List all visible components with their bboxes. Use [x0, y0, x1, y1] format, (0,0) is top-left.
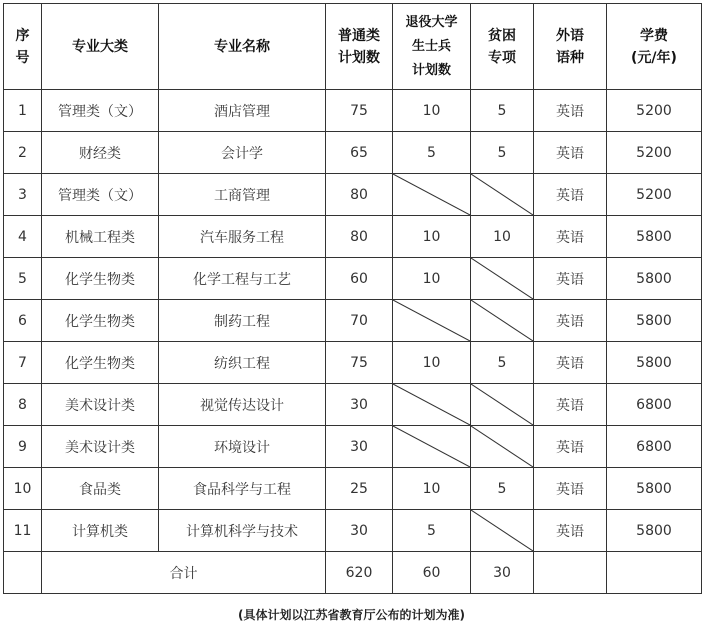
cell-major: 环境设计 [159, 426, 326, 468]
cell-regular: 60 [326, 258, 393, 300]
cell-major: 化学工程与工艺 [159, 258, 326, 300]
cell-language: 英语 [534, 132, 607, 174]
cell-poverty: 5 [471, 90, 534, 132]
cell-poverty-empty-slash [471, 258, 534, 300]
cell-fee: 5800 [607, 510, 702, 552]
cell-category: 化学生物类 [42, 300, 159, 342]
header-major: 专业名称 [159, 4, 326, 90]
cell-seq: 8 [4, 384, 42, 426]
cell-veteran: 10 [393, 468, 471, 510]
total-language-blank [534, 552, 607, 594]
cell-poverty-empty-slash [471, 174, 534, 216]
cell-seq: 3 [4, 174, 42, 216]
cell-seq: 2 [4, 132, 42, 174]
cell-major: 计算机科学与技术 [159, 510, 326, 552]
cell-veteran: 10 [393, 216, 471, 258]
header-language: 外语 语种 [534, 4, 607, 90]
cell-category: 美术设计类 [42, 426, 159, 468]
cell-category: 计算机类 [42, 510, 159, 552]
cell-major: 工商管理 [159, 174, 326, 216]
cell-language: 英语 [534, 510, 607, 552]
cell-language: 英语 [534, 174, 607, 216]
cell-regular: 75 [326, 342, 393, 384]
cell-poverty-empty-slash [471, 300, 534, 342]
cell-seq: 11 [4, 510, 42, 552]
cell-veteran: 10 [393, 90, 471, 132]
cell-major: 食品科学与工程 [159, 468, 326, 510]
cell-poverty: 10 [471, 216, 534, 258]
cell-poverty: 5 [471, 468, 534, 510]
cell-seq: 1 [4, 90, 42, 132]
cell-fee: 5200 [607, 132, 702, 174]
cell-regular: 75 [326, 90, 393, 132]
cell-poverty-empty-slash [471, 426, 534, 468]
header-row [4, 4, 702, 90]
cell-veteran-empty-slash [393, 300, 471, 342]
cell-language: 英语 [534, 342, 607, 384]
cell-major: 会计学 [159, 132, 326, 174]
diagonal-slash [393, 384, 470, 425]
cell-regular: 80 [326, 174, 393, 216]
cell-poverty-empty-slash [471, 384, 534, 426]
cell-fee: 6800 [607, 384, 702, 426]
cell-language: 英语 [534, 90, 607, 132]
cell-regular: 70 [326, 300, 393, 342]
cell-seq: 7 [4, 342, 42, 384]
enrollment-plan-table [3, 3, 702, 594]
cell-category: 管理类（文） [42, 90, 159, 132]
cell-category: 美术设计类 [42, 384, 159, 426]
cell-seq: 5 [4, 258, 42, 300]
cell-category: 食品类 [42, 468, 159, 510]
total-regular: 620 [326, 552, 393, 594]
table-row [4, 468, 702, 510]
cell-seq: 6 [4, 300, 42, 342]
cell-major: 纺织工程 [159, 342, 326, 384]
header-seq: 序 号 [4, 4, 42, 90]
cell-regular: 25 [326, 468, 393, 510]
footnote: (具体计划以江苏省教育厅公布的计划为准) [238, 608, 465, 622]
header-category: 专业大类 [42, 4, 159, 90]
header-veteran: 退役大学 生士兵 计划数 [393, 4, 471, 90]
cell-regular: 30 [326, 384, 393, 426]
cell-fee: 5200 [607, 174, 702, 216]
total-poverty: 30 [471, 552, 534, 594]
table-row [4, 384, 702, 426]
cell-category: 化学生物类 [42, 342, 159, 384]
total-veteran: 60 [393, 552, 471, 594]
cell-language: 英语 [534, 426, 607, 468]
cell-veteran: 5 [393, 132, 471, 174]
header-regular: 普通类 计划数 [326, 4, 393, 90]
table-row [4, 510, 702, 552]
cell-regular: 80 [326, 216, 393, 258]
table-row [4, 258, 702, 300]
cell-fee: 6800 [607, 426, 702, 468]
cell-language: 英语 [534, 216, 607, 258]
cell-veteran-empty-slash [393, 174, 471, 216]
table-row [4, 426, 702, 468]
diagonal-slash [471, 510, 533, 551]
table-row [4, 342, 702, 384]
table-row [4, 300, 702, 342]
cell-major: 视觉传达设计 [159, 384, 326, 426]
total-blank-cell [4, 552, 42, 594]
cell-seq: 4 [4, 216, 42, 258]
table-row [4, 174, 702, 216]
cell-fee: 5800 [607, 216, 702, 258]
table-row [4, 90, 702, 132]
cell-category: 财经类 [42, 132, 159, 174]
header-poverty: 贫困 专项 [471, 4, 534, 90]
cell-major: 制药工程 [159, 300, 326, 342]
cell-fee: 5800 [607, 300, 702, 342]
cell-regular: 65 [326, 132, 393, 174]
cell-veteran-empty-slash [393, 426, 471, 468]
cell-fee: 5800 [607, 468, 702, 510]
cell-category: 化学生物类 [42, 258, 159, 300]
cell-language: 英语 [534, 468, 607, 510]
cell-language: 英语 [534, 384, 607, 426]
cell-language: 英语 [534, 258, 607, 300]
header-fee: 学费 (元/年) [607, 4, 702, 90]
cell-veteran: 10 [393, 342, 471, 384]
cell-fee: 5800 [607, 258, 702, 300]
cell-seq: 9 [4, 426, 42, 468]
cell-regular: 30 [326, 510, 393, 552]
cell-fee: 5200 [607, 90, 702, 132]
cell-veteran: 5 [393, 510, 471, 552]
cell-major: 汽车服务工程 [159, 216, 326, 258]
cell-regular: 30 [326, 426, 393, 468]
cell-poverty: 5 [471, 132, 534, 174]
cell-category: 管理类（文） [42, 174, 159, 216]
total-label: 合计 [42, 552, 326, 594]
diagonal-slash [393, 426, 470, 467]
cell-category: 机械工程类 [42, 216, 159, 258]
cell-poverty-empty-slash [471, 510, 534, 552]
cell-veteran-empty-slash [393, 384, 471, 426]
cell-fee: 5800 [607, 342, 702, 384]
cell-major: 酒店管理 [159, 90, 326, 132]
cell-language: 英语 [534, 300, 607, 342]
diagonal-slash [471, 258, 533, 299]
diagonal-slash [471, 174, 533, 215]
cell-poverty: 5 [471, 342, 534, 384]
cell-seq: 10 [4, 468, 42, 510]
diagonal-slash [393, 300, 470, 341]
total-row [4, 552, 702, 594]
diagonal-slash [393, 174, 470, 215]
diagonal-slash [471, 384, 533, 425]
total-fee-blank [607, 552, 702, 594]
table-row [4, 216, 702, 258]
diagonal-slash [471, 426, 533, 467]
diagonal-slash [471, 300, 533, 341]
table-row [4, 132, 702, 174]
cell-veteran: 10 [393, 258, 471, 300]
